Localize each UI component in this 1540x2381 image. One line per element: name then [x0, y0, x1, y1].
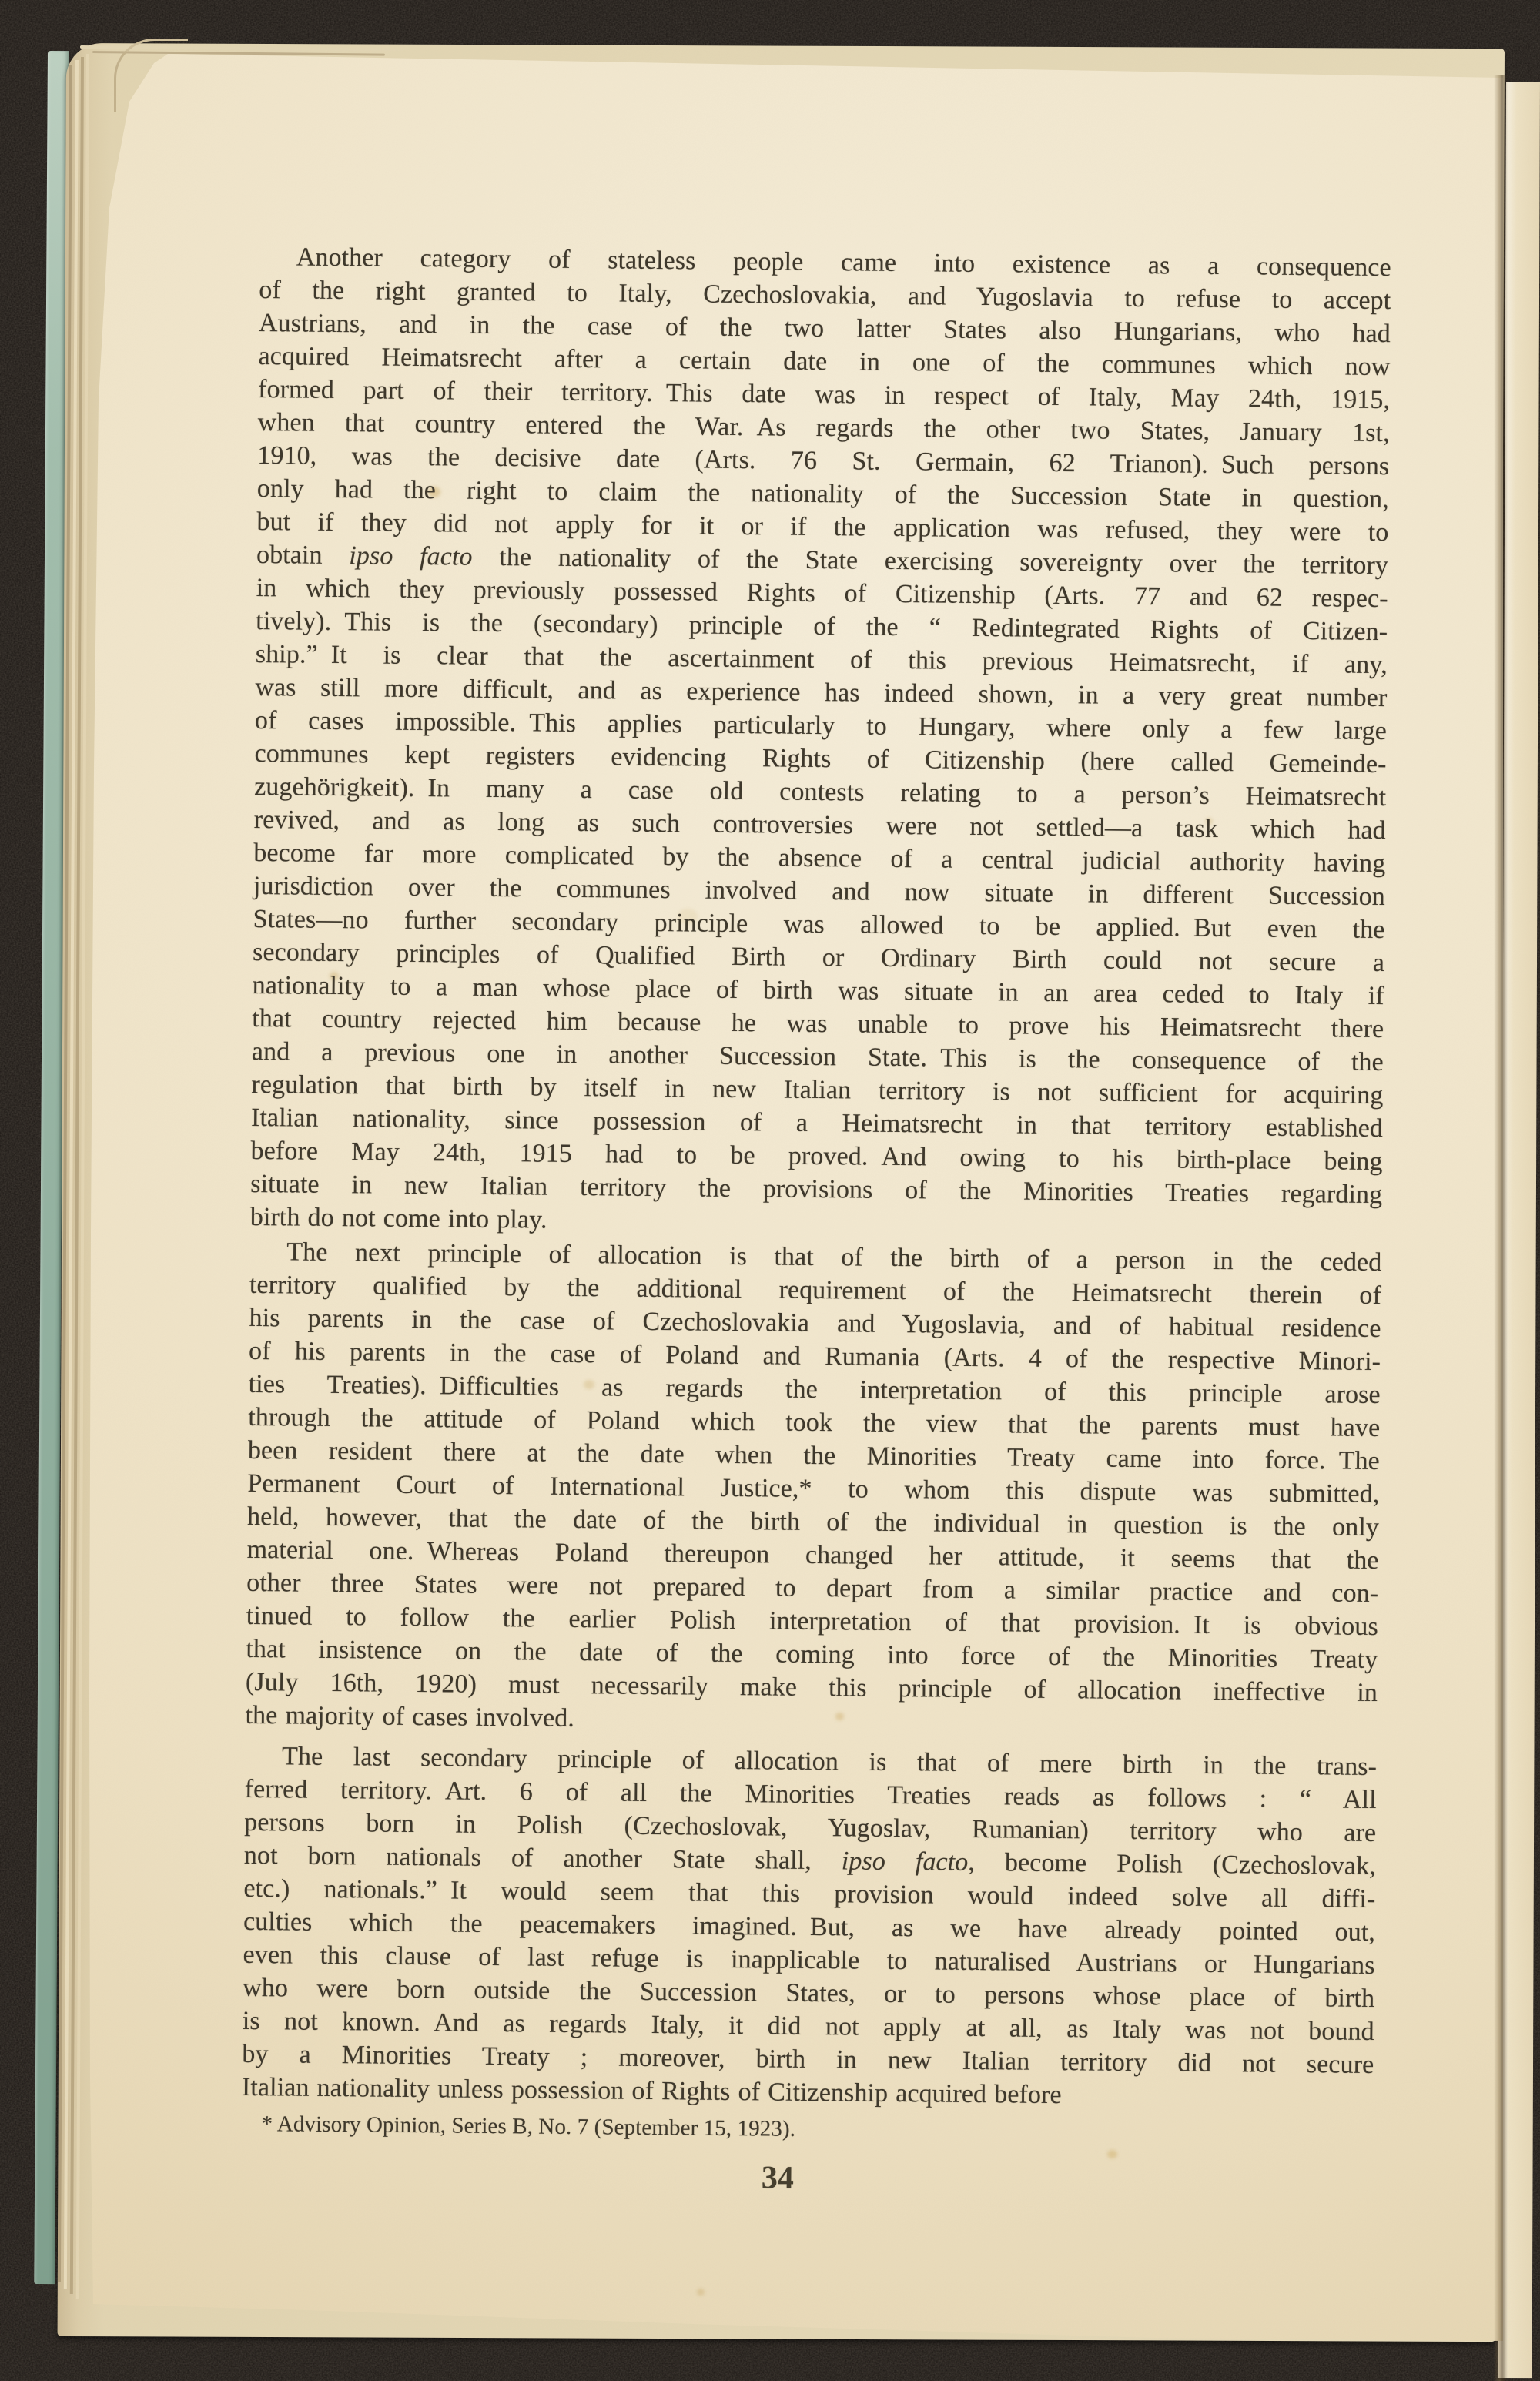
- text-line: held, however, that the date of the birth of the individual in question is the only: [246, 1502, 1380, 1542]
- text-line: Another category of stateless people came into existence as a consequence: [296, 243, 1391, 283]
- text-line: (July 16th, 1920) must necessarily make this principle of allocation ineffective in: [245, 1667, 1378, 1708]
- text-line: Italian nationality unless possession of Rights of Citizenship acquired before: [241, 2072, 1062, 2110]
- paragraph: [245, 1235, 1381, 1743]
- text-line: zugehörigkeit). In many a case old contests relating to a person’s Heimatsrecht: [254, 772, 1387, 812]
- text-line: through the attitude of Poland which took the view that the parents must have: [248, 1402, 1381, 1443]
- text-line: States—no further secondary principle was allowed to be applied. But even the: [253, 904, 1385, 945]
- text-line: when that country entered the War. As regards the other two States, January 1st,: [257, 407, 1390, 448]
- page-gutter-crease: [1494, 75, 1508, 2381]
- text-line: of cases impossible. This applies particularly to Hungary, where only a few large: [254, 705, 1388, 746]
- text-line: situate in new Italian territory the provisions of the Minorities Treaties regarding: [250, 1169, 1383, 1210]
- page-content: [241, 240, 1391, 2202]
- text-line: regulation that birth by itself in new Italian territory is not sufficient for acquiring: [251, 1070, 1384, 1110]
- text-block: [242, 240, 1391, 2115]
- footnote: * Advisory Opinion, Series B, No. 7 (September 15, 1923).: [261, 2111, 796, 2142]
- text-line: secondary principles of Qualified Birth or Ordinary Birth could not secure a: [252, 937, 1385, 978]
- text-line: ties Treaties). Difficulties as regards the interpretation of this principle arose: [248, 1369, 1381, 1410]
- text-line: only had the right to claim the nationality of the Succession State in question,: [256, 474, 1390, 514]
- text-line: that country rejected him because he was unable to prove his Heimatsrecht there: [252, 1003, 1384, 1044]
- text-line: of the right granted to Italy, Czechoslovakia, and Yugoslavia to refuse to accept: [259, 275, 1391, 316]
- text-line: the majority of cases involved.: [245, 1700, 575, 1733]
- text-line: acquired Heimatsrecht after a certain date in one of the communes which now: [258, 341, 1391, 382]
- text-line: The next principle of allocation is that of the birth of a person in the ceded: [286, 1237, 1382, 1278]
- text-line: formed part of their territory. This date was in respect of Italy, May 24th, 1915,: [257, 374, 1391, 415]
- text-line: persons born in Polish (Czechoslovak, Yugoslav, Rumanian) territory who are: [244, 1807, 1377, 1848]
- text-line: jurisdiction over the communes involved and now situate in different Succession: [253, 871, 1386, 912]
- text-line: by a Minorities Treaty ; moreover, birth in new Italian territory did not secure: [242, 2039, 1374, 2080]
- text-line: tively). This is the (secondary) principle of the “ Redintegrated Rights of Citizen-: [256, 606, 1388, 647]
- text-line: is not known. And as regards Italy, it did not apply at all, as Italy was not bound: [242, 2006, 1374, 2047]
- text-line: that insistence on the date of the coming into force of the Minorities Treaty: [246, 1634, 1378, 1675]
- text-line: revived, and as long as such controversies were not settled—a task which had: [253, 805, 1386, 846]
- paragraph: [250, 240, 1391, 1244]
- text-line: material one. Whereas Poland thereupon changed her attitude, it seems that the: [246, 1535, 1379, 1576]
- foxing-stain: [697, 2289, 705, 2296]
- text-line: of his parents in the case of Poland and Rumania (Arts. 4 of the respective Minori-: [248, 1336, 1381, 1377]
- text-line: etc.) nationals.” It would seem that this provision would indeed solve all diffi-: [243, 1874, 1376, 1914]
- text-line: ship.” It is clear that the ascertainment of this previous Heimatsrecht, if any,: [255, 639, 1388, 680]
- text-line: communes kept registers evidencing Rights of Citizenship (here called Gemeinde-: [254, 738, 1387, 779]
- text-line: The last secondary principle of allocation is that of mere birth in the trans-: [281, 1742, 1378, 1782]
- text-line: culties which the peacemakers imagined. But, as we have already pointed out,: [243, 1907, 1376, 1947]
- text-line: who were born outside the Succession States, or to persons whose place of birth: [243, 1973, 1375, 2014]
- text-line: become far more complicated by the absence of a central judicial authority having: [253, 838, 1386, 879]
- text-line: not born nationals of another State shall, ipso facto, become Polish (Czechoslovak,: [243, 1840, 1376, 1881]
- text-line: but if they did not apply for it or if the application was refused, they were to: [256, 507, 1389, 548]
- text-line: other three States were not prepared to depart from a similar practice and con-: [246, 1568, 1379, 1609]
- text-line: was still more difficult, and as experience has indeed shown, in a very great number: [255, 672, 1388, 713]
- text-line: before May 24th, 1915 had to be proved. And owing to his birth-place being: [250, 1136, 1383, 1177]
- text-line: Austrians, and in the case of the two latter States also Hungarians, who had: [258, 308, 1391, 349]
- text-line: in which they previously possessed Rights of Citizenship (Arts. 77 and 62 respec-: [256, 573, 1388, 614]
- text-line: 1910, was the decisive date (Arts. 76 St. Germain, 62 Trianon). Such persons: [257, 440, 1390, 481]
- page-number: 34: [761, 2160, 795, 2196]
- text-line: territory qualified by the additional requirement of the Heimatsrecht therein of: [249, 1270, 1382, 1311]
- text-line: his parents in the case of Czechoslovakia and Yugoslavia, and of habitual residence: [249, 1303, 1381, 1344]
- text-line: birth do not come into play.: [249, 1202, 547, 1234]
- text-line: ferred territory. Art. 6 of all the Minorities Treaties reads as follows : “ All: [244, 1774, 1377, 1815]
- paragraph: [242, 1740, 1377, 2115]
- text-line: been resident there at the date when the Minorities Treaty came into force. The: [247, 1435, 1381, 1476]
- text-line: obtain ipso facto the nationality of the State exercising sovereignty over the territory: [256, 540, 1389, 581]
- text-line: Italian nationality, since possession of a Heimatsrecht in that territory established: [250, 1103, 1384, 1144]
- text-line: tinued to follow the earlier Polish interpretation of that provision. It is obvious: [246, 1601, 1378, 1642]
- text-line: even this clause of last refuge is inapplicable to naturalised Austrians or Hungarians: [243, 1940, 1375, 1981]
- text-line: nationality to a man whose place of birth was situate in an area ceded to Italy if: [252, 970, 1384, 1011]
- text-line: Permanent Court of International Justice,* to whom this dispute was submitted,: [247, 1468, 1380, 1509]
- text-line: and a previous one in another Succession State. This is the consequence of the: [251, 1036, 1384, 1077]
